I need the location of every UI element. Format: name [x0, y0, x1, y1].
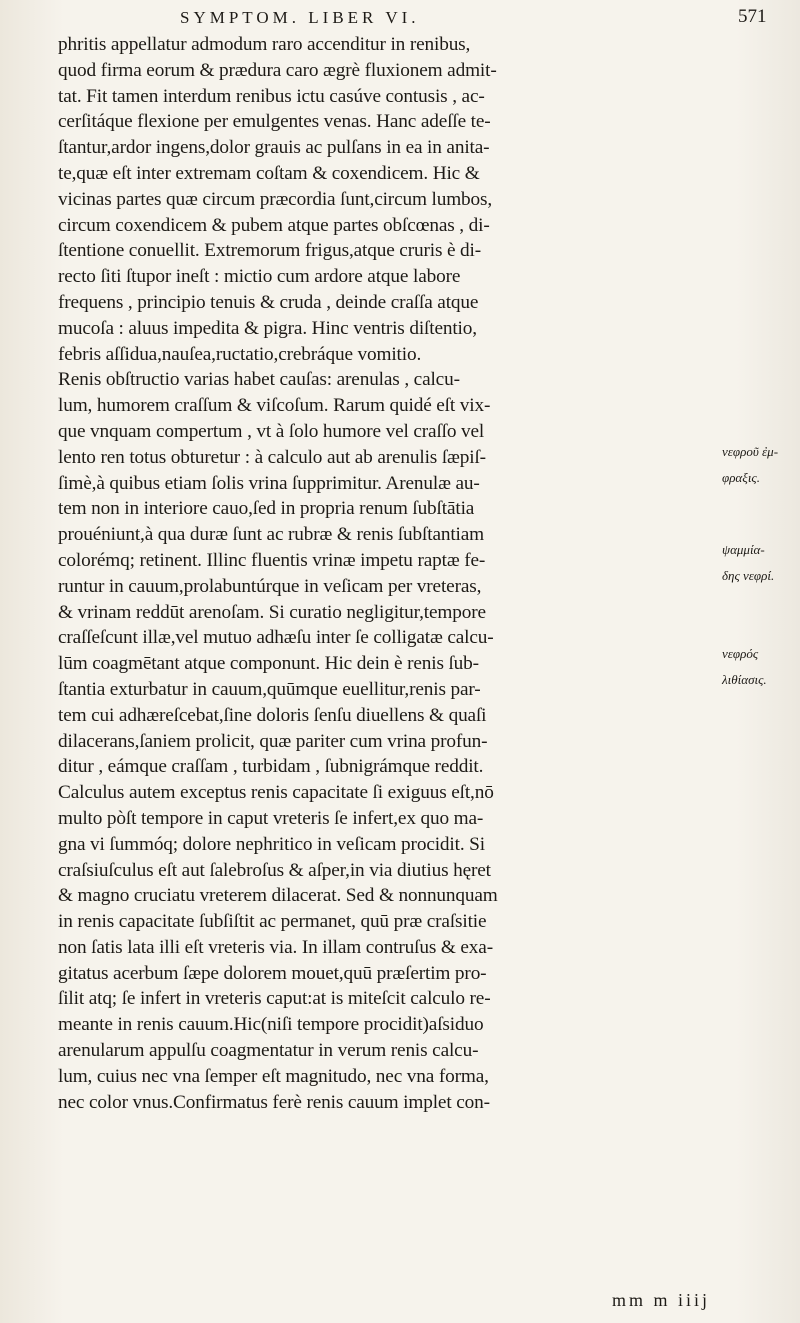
text-line: & magno cruciatu vreterem dilacerat. Sed & nonnunquam	[58, 885, 498, 907]
text-line: lūm coagmētant atque componunt. Hic dein è renis ſub-	[58, 653, 479, 675]
text-line: gitatus acerbum ſæpe dolorem mouet,quū præſertim pro-	[58, 962, 487, 984]
margin-note: δης νεφρί.	[722, 568, 775, 583]
margin-note: λιθίασις.	[722, 672, 767, 687]
text-line: que vnquam compertum , vt à ſolo humore vel craſſo vel	[58, 420, 485, 442]
margin-note: νεφροῦ ἐμ-	[722, 444, 779, 459]
text-line: ſtentione conuellit. Extremorum frigus,atque cruris è di-	[58, 240, 482, 262]
text-line: ſtantia exturbatur in cauum,quūmque euellitur,renis par-	[58, 678, 481, 700]
text-line: ſtantur,ardor ingens,dolor grauis ac pulſans in ea in anita-	[58, 137, 490, 159]
text-line	[58, 1141, 708, 1167]
text-line: dilacerans,ſaniem prolicit, quæ pariter cum vrina profun-	[58, 730, 488, 752]
text-line: frequens , principio tenuis & cruda , deinde craſſa atque	[58, 291, 479, 313]
text-line: tem non in interiore cauo,ſed in propria renum ſubſtātia	[58, 498, 475, 520]
text-line	[58, 1115, 708, 1141]
text-line	[58, 1167, 708, 1193]
text-line: Calculus autem exceptus renis capacitate ſi exiguus eſt,nō	[58, 782, 494, 804]
body-text	[58, 32, 711, 1322]
text-line: nec color vnus.Confirmatus ferè renis cauum implet con-	[58, 1091, 490, 1113]
margin-note: ψαμμία-	[722, 542, 765, 557]
page-number: 571	[738, 6, 767, 27]
text-line	[58, 1296, 708, 1322]
text-line: quod firma eorum & prædura caro ægrè fluxionem admit-	[58, 59, 497, 81]
text-line: vicinas partes quæ circum præcordia ſunt,circum lumbos,	[58, 188, 493, 210]
signature-mark: mm m iiij	[612, 1290, 711, 1310]
text-line: ſilit atq; ſe infert in vreteris caput:at is miteſcit calculo re-	[58, 988, 491, 1010]
text-line: non ſatis lata illi eſt vreteris via. In illam contruſus & exa-	[58, 936, 493, 958]
text-line: febris aſſidua,nauſea,ructatio,crebráque vomitio.	[58, 343, 422, 365]
text-line: meante in renis cauum.Hic(niſi tempore procidit)aſsiduo	[58, 1014, 484, 1036]
running-head-title: SYMPTOM. LIBER VI.	[180, 8, 420, 27]
text-line: arenularum appulſu coagmentatur in verum renis calcu-	[58, 1040, 479, 1062]
margin-note: νεφρός	[722, 646, 759, 661]
text-line: colorémq; retinent. Illinc fluentis vrinæ impetu raptæ fe-	[58, 549, 486, 571]
text-line	[58, 1244, 708, 1270]
text-line: prouéniunt,à qua duræ ſunt ac rubræ & renis ſubſtantiam	[58, 524, 485, 546]
text-line: lento ren totus obturetur : à calculo aut ab arenulis ſæpiſ-	[58, 446, 486, 468]
text-line: & vrinam reddūt arenoſam. Si curatio negligitur,tempore	[58, 601, 486, 623]
text-line	[58, 1193, 708, 1219]
text-line: multo pòſt tempore in caput vreteris ſe infert,ex quo ma-	[58, 807, 484, 829]
text-line: ditur , eámque craſſam , turbidam , ſubnigrámque reddit.	[58, 756, 484, 778]
text-line: lum, cuius nec vna ſemper eſt magnitudo, nec vna forma,	[58, 1065, 489, 1087]
text-line: mucoſa : aluus impedita & pigra. Hinc ventris diſtentio,	[58, 317, 477, 339]
text-line: lum, humorem craſſum & viſcoſum. Rarum quidé eſt vix-	[58, 395, 491, 417]
text-line: circum coxendicem & pubem atque partes obſcœnas , di-	[58, 214, 490, 236]
text-line: cerſitáque flexione per emulgentes venas. Hanc adeſſe te-	[58, 111, 491, 133]
text-line: recto ſiti ſtupor ineſt : mictio cum ardore atque labore	[58, 266, 461, 288]
text-line: in renis capacitate ſubſiſtit ac permanet, quū præ craſsitie	[58, 911, 487, 933]
margin-note: φραξις.	[722, 470, 760, 485]
text-line: te,quæ eſt inter extremam coſtam & coxendicem. Hic &	[58, 162, 480, 184]
text-line: craſsiuſculus eſt aut ſalebroſus & aſper,in via diutius hęret	[58, 859, 491, 881]
text-line: ſimè,à quibus etiam ſolis vrina ſupprimitur. Arenulæ au-	[58, 472, 480, 494]
text-line	[58, 1270, 708, 1296]
text-line: gna vi ſummóq; dolore nephritico in veſicam procidit. Si	[58, 833, 485, 855]
text-line: Renis obſtructio varias habet cauſas: arenulas , calcu-	[58, 369, 460, 391]
text-line: phritis appellatur admodum raro accenditur in renibus,	[58, 34, 471, 55]
text-line: runtur in cauum,prolabuntúrque in veſicam per vreteras,	[58, 575, 482, 597]
text-line	[58, 1219, 708, 1245]
text-line: tem cui adhæreſcebat,ſine doloris ſenſu diuellens & quaſi	[58, 704, 487, 726]
running-head	[0, 6, 800, 34]
text-line: tat. Fit tamen interdum renibus ictu casúve contusis , ac-	[58, 85, 485, 107]
text-line: craſſeſcunt illæ,vel mutuo adhæſu inter ſe colligatæ calcu-	[58, 627, 494, 649]
